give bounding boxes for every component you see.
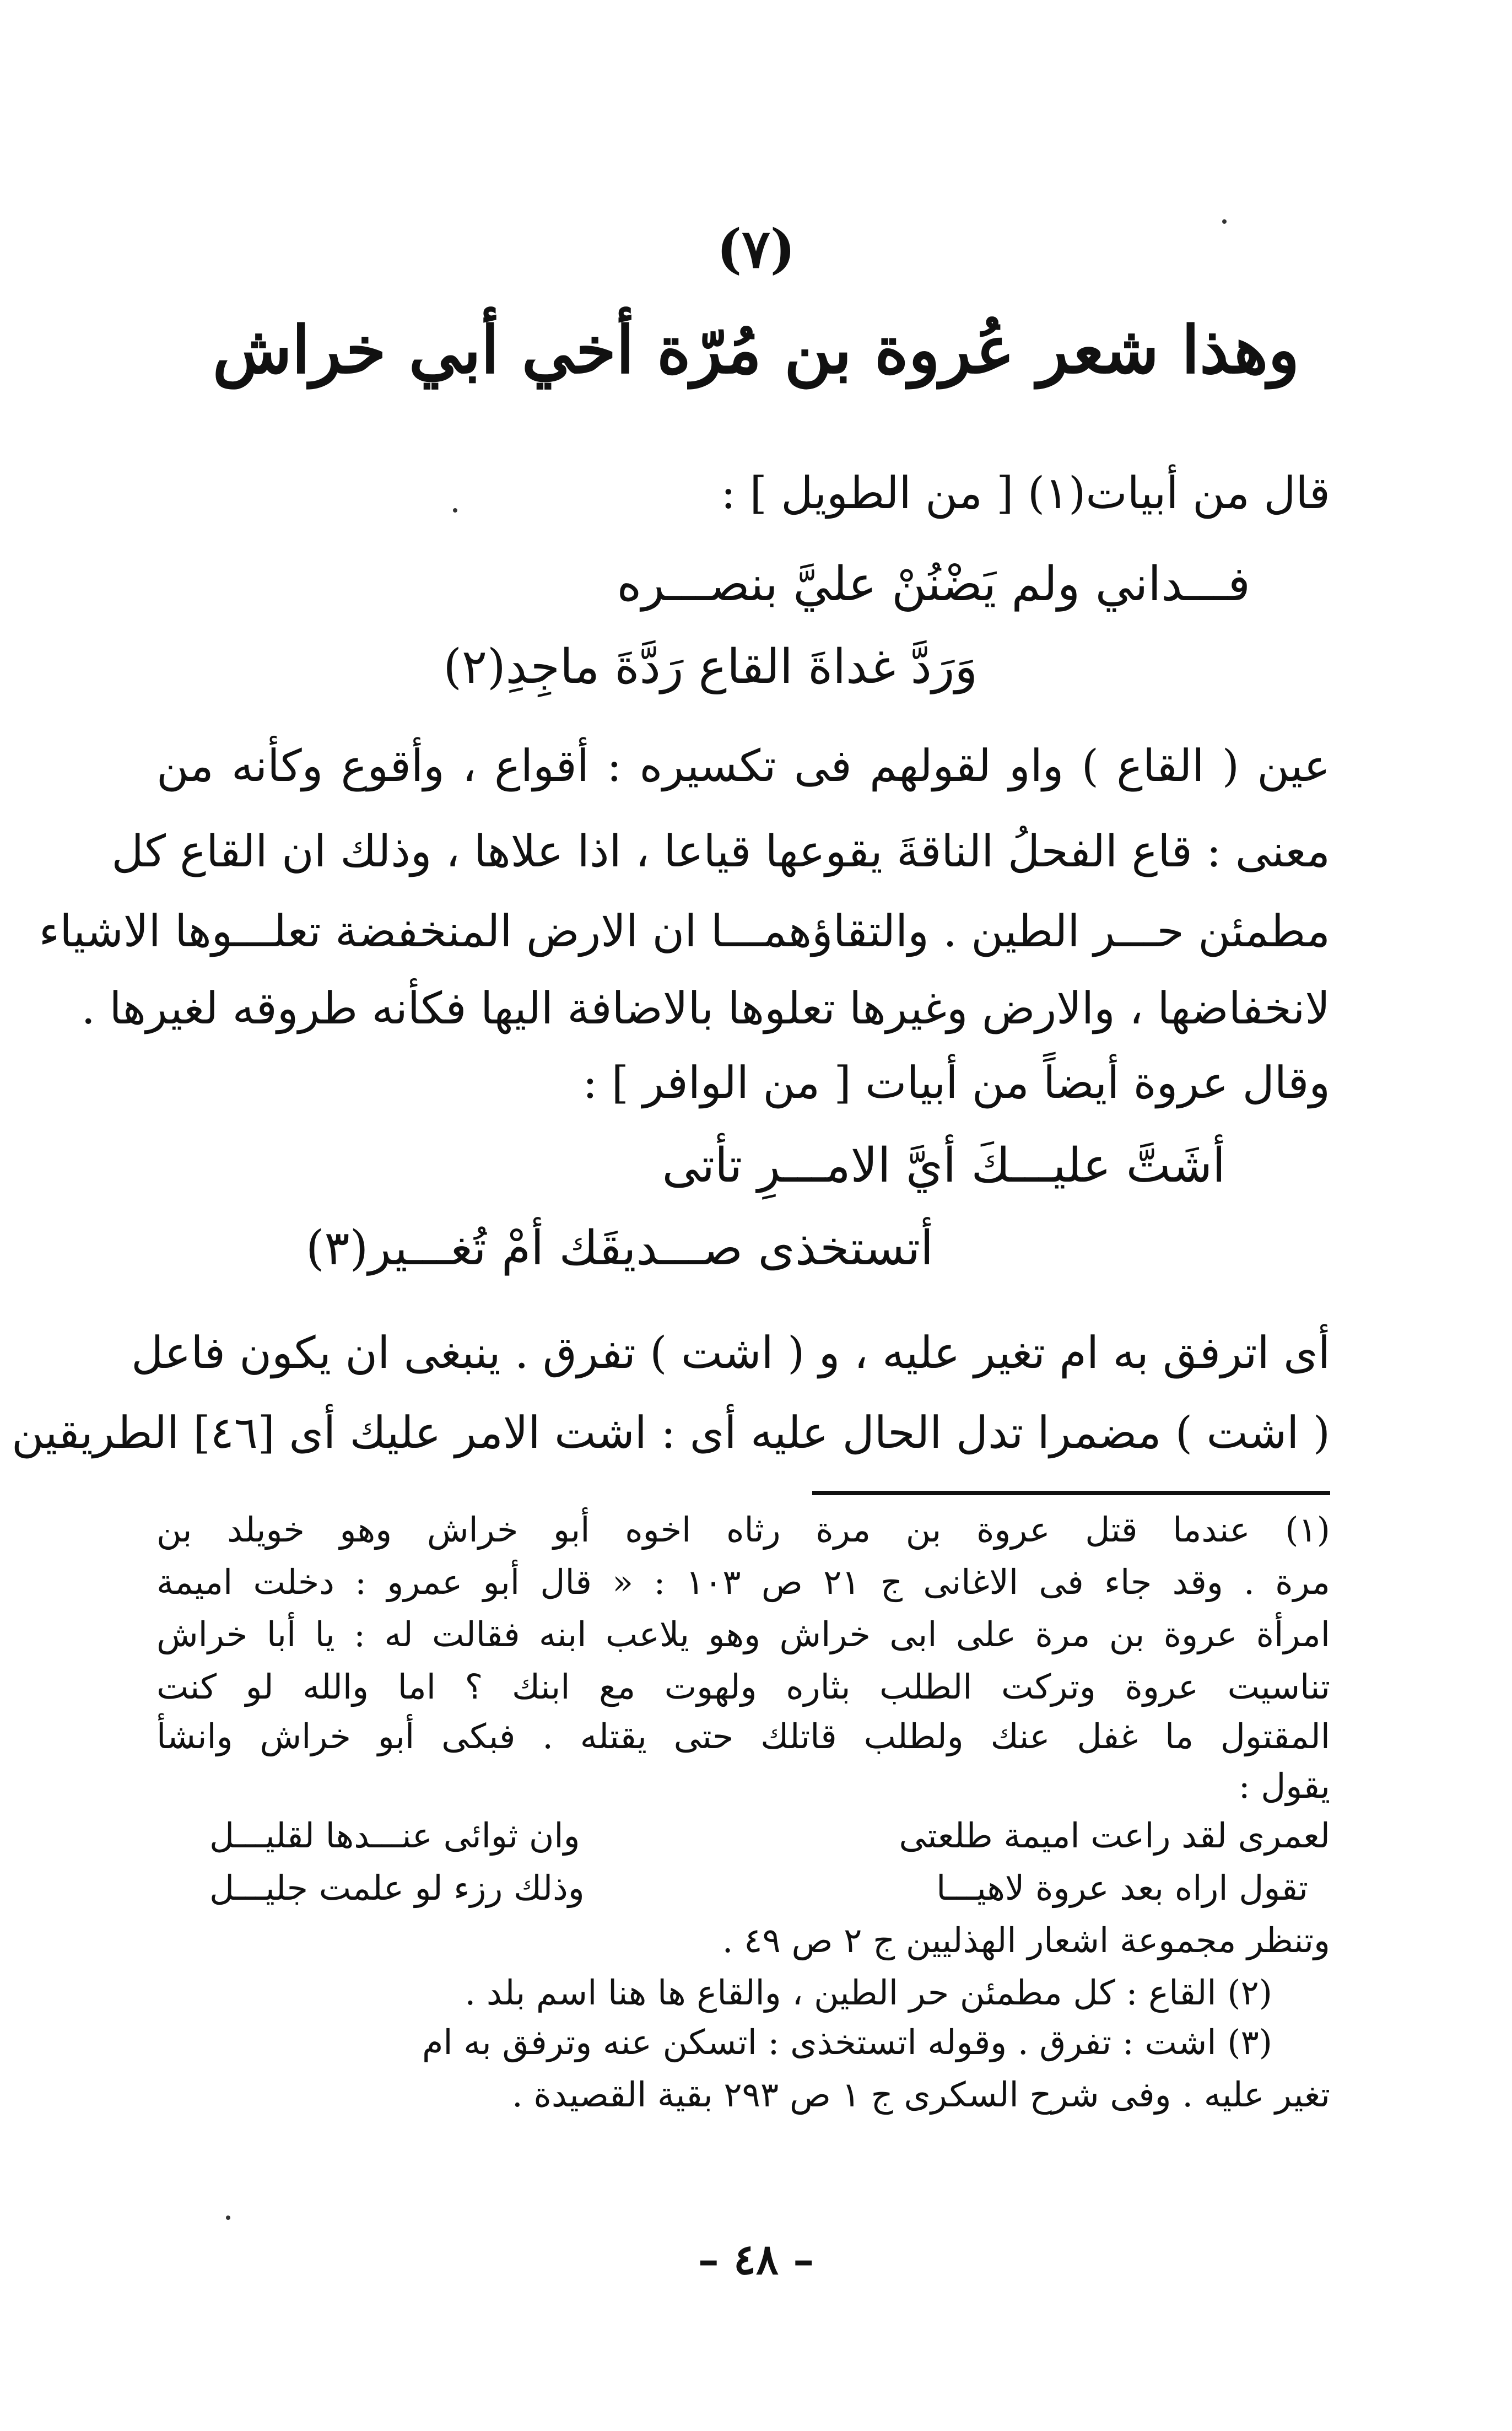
footnote-1-line: مرة . وقد جاء فى الاغانى ج ٢١ ص ١٠٣ : « قال أبو عمرو : دخلت اميمة (156, 1562, 1330, 1602)
footnote-verse-2-second: وذلك رزء لو علمت جليـــل (209, 1868, 585, 1908)
intro-line-2: وقال عروة أيضاً من أبيات [ من الوافر ] : (582, 1057, 1330, 1108)
footnote-3-continuation: تغير عليه . وفى شرح السكرى ج ١ ص ٢٩٣ بقية القصيدة . (511, 2074, 1330, 2115)
verse-1-second-hemistich: وَرَدَّ غداةَ القاع رَدَّةَ ماجِدِ(٢) (443, 639, 978, 694)
verse-2-first-hemistich: أشَتَّ عليـــكَ أيَّ الامـــرِ تأتى (662, 1138, 1225, 1193)
speck (226, 2216, 230, 2220)
footnote-1-line: تناسيت عروة وتركت الطلب بثاره ولهوت مع ابنك ؟ اما والله لو كنت (156, 1667, 1330, 1707)
commentary-line: أى اترفق به ام تغير عليه ، و ( اشت ) تفرق . ينبغى ان يكون فاعل (131, 1327, 1330, 1378)
commentary-line: معنى : قاع الفحلُ الناقةَ يقوعها قياعا ، اذا علاها ، وذلك ان القاع كل (111, 826, 1330, 877)
footnote-1-line: يقول : (1238, 1766, 1330, 1806)
footnote-verse-2-first: تقول اراه بعد عروة لاهيـــا (936, 1868, 1308, 1908)
footnote-2: (٢) القاع : كل مطمئن حر الطين ، والقاع ها هنا اسم بلد . (465, 1972, 1272, 2013)
page-number: – ٤٨ – (698, 2235, 814, 2284)
verse-1-first-hemistich: فـــداني ولم يَضْنُنْ عليَّ بنصـــره (617, 557, 1250, 612)
commentary-line: ( اشت ) مضمرا تدل الحال عليه أى : اشت الامر عليك أى [٤٦] الطريقين (11, 1407, 1330, 1458)
commentary-line: عين ( القاع ) واو لقولهم فى تكسيره : أقواع ، وأقوع وكأنه من (156, 740, 1330, 791)
footnote-separator (812, 1491, 1330, 1495)
footnote-1-line: (١) عندما قتل عروة بن مرة رثاه اخوه أبو خراش وهو خويلد بن (156, 1510, 1330, 1550)
commentary-line: مطمئن حـــر الطين . والتقاؤهمـــا ان الارض المنخفضة تعلـــوها الاشياء (39, 905, 1330, 957)
footnote-verse-1-second: وان ثوائى عنـــدها لقليـــل (209, 1815, 580, 1856)
footnote-1-reference: وتنظر مجموعة اشعار الهذليين ج ٢ ص ٤٩ . (722, 1920, 1330, 1960)
speck (453, 508, 457, 513)
intro-line-1: قال من أبيات(١) [ من الطويل ] : (721, 467, 1330, 519)
footnote-1-line: المقتول ما غفل عنك ولطلب قاتلك حتى يقتله . فبكى أبو خراش وانشأ (156, 1716, 1330, 1756)
footnote-verse-1-first: لعمرى لقد راعت اميمة طلعتى (899, 1815, 1330, 1856)
footnote-3: (٣) اشت : تفرق . وقوله اتستخذى : اتسكن عنه وترفق به ام (422, 2022, 1272, 2062)
page-title: وهذا شعر عُروة بن مُرّة أخي أبي خراش (212, 311, 1300, 388)
verse-2-second-hemistich: أتستخذى صـــديقَك أمْ تُغـــير(٣) (305, 1221, 933, 1276)
commentary-line: لانخفاضها ، والارض وغيرها تعلوها بالاضافة اليها فكأنه طروقه لغيرها . (81, 983, 1330, 1034)
footnote-1-line: امرأة عروة بن مرة على ابى خراش وهو يلاعب ابنه فقالت له : يا أبا خراش (156, 1614, 1330, 1654)
section-number: (٧) (716, 218, 796, 280)
